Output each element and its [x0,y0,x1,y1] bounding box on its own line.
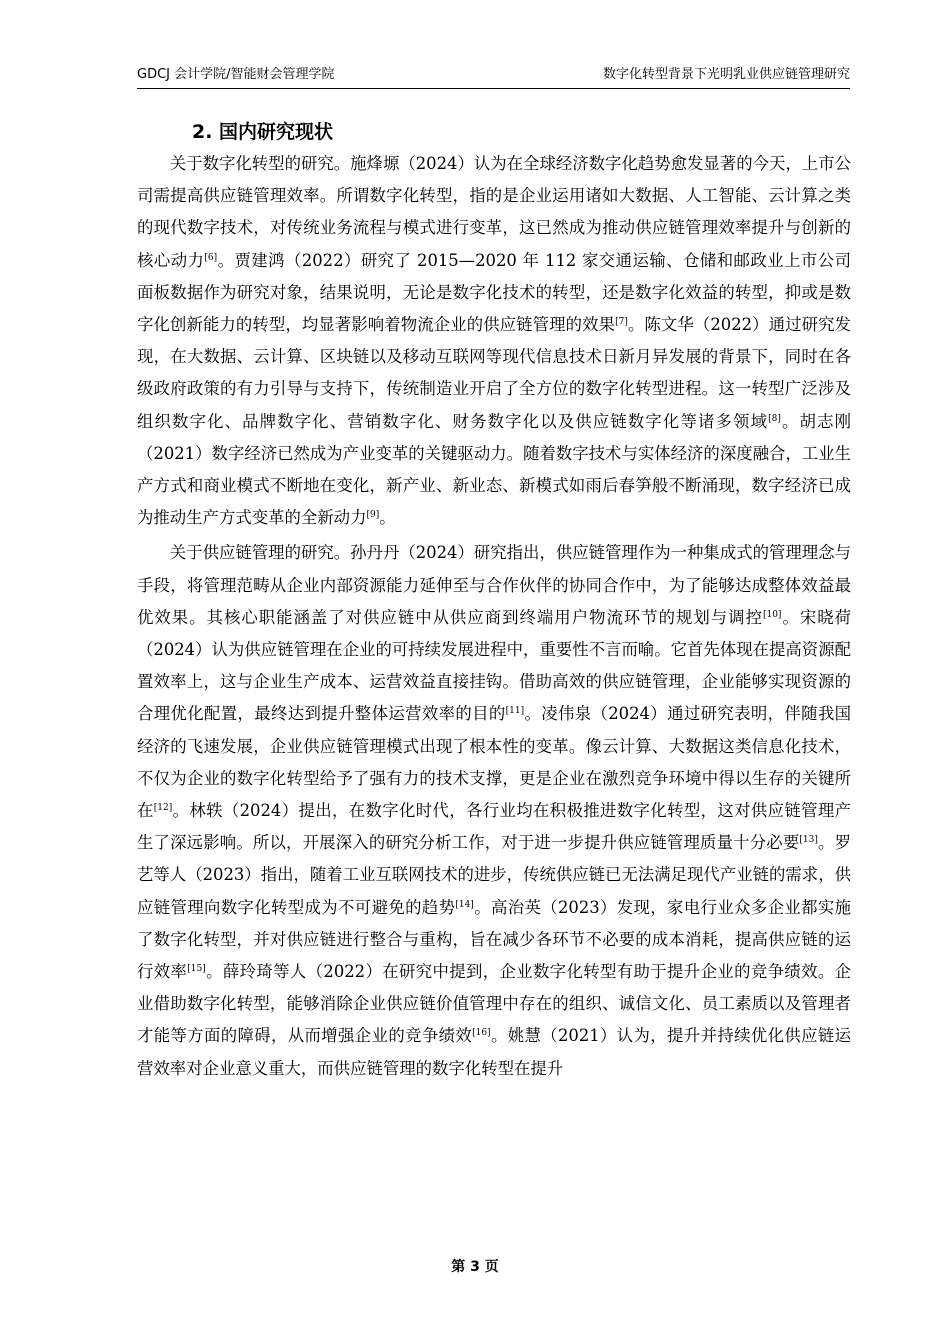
text-run: 。薛玲琦等人（2022）在研究中提到，企业数字化转型有助于提升企业的竞争绩效。企业借助数字化转型，能够消除企业供应链价值管理中存在的组织、诚信文化、员工素质以及管理者才能等方面的障碍，从而增强企业的竞争绩效 [137,962,851,1046]
text-run: 。宋晓荷（2024）认为供应链管理在企业的可持续发展进程中，重要性不言而喻。它首先体现在提高资源配置效率上，这与企业生产成本、运营效益直接挂钩。借助高效的供应链管理，企业能够实现资源的合理优化配置，最终达到提升整体运营效率的目的 [137,607,852,724]
text-run: 。胡志刚（2021）数字经济已然成为产业变革的关键驱动力。随着数字技术与实体经济的深度融合，工业生产方式和商业模式不断地在变化，新产业、新业态、新模式如雨后春笋般不断涌现，数字经济已成为推动生产方式变革的全新动力 [137,411,851,528]
text-run: 。林轶（2024）提出，在数字化时代，各行业均在积极推进数字化转型，这对供应链管理产生了深远影响。所以，开展深入的研究分析工作，对于进一步提升供应链管理质量十分必要 [137,801,852,853]
text-run: 。姚慧（2021）认为，提升并持续优化供应链运营效率对企业意义重大，而供应链管理的数字化转型在提升 [137,1026,851,1078]
citation-ref: [7] [615,317,628,328]
text-run: 关于供应链管理的研究。孙丹丹（2024）研究指出，供应链管理作为一种集成式的管理理念与手段，将管理范畴从企业内部资源能力延伸至与合作伙伴的协同合作中，为了能够达成整体效益最优效果。其核心职能涵盖了对供应链中从供应商到终端用户物流环节的规划与调控 [137,543,851,627]
citation-ref: [12] [153,803,173,814]
paragraph-supply-chain [137,537,851,1084]
citation-ref: [13] [799,835,818,846]
citation-ref: [14] [455,899,474,910]
citation-ref: [16] [472,1028,491,1039]
header-institution: GDCJ 会计学院/智能财会管理学院 [137,67,335,82]
paragraph-digital-transformation [137,148,851,534]
citation-ref: [10] [762,609,782,620]
citation-ref: [9] [366,510,380,521]
text-run: 。 [379,508,396,528]
citation-ref: [15] [187,964,206,975]
body-text [137,148,851,1088]
citation-ref: [6] [204,252,218,263]
text-run: 。高治英（2023）发现，家电行业众多企业都实施了数字化转型，并对供应链进行整合与重构，旨在减少各环节不必要的成本消耗，提高供应链的运行效率 [137,897,851,982]
citation-ref: [8] [768,413,781,424]
section-title: 2. 国内研究现状 [192,121,334,143]
text-run: 关于数字化转型的研究。施烽塬（2024）认为在全球经济数字化趋势愈发显著的今天，上市公司需提高供应链管理效率。所谓数字化转型，指的是企业运用诸如大数据、人工智能、云计算之类的现代数字技术，对传统业务流程与模式进行变革，这已然成为推动供应链管理效率提升与创新的核心动力 [137,154,851,270]
text-run: 。贾建鸿（2022）研究了 2015—2020 年 112 家交通运输、仓储和邮政业上市公司面板数据作为研究对象，结果说明，无论是数字化技术的转型，还是数字化效益的转型，抑或是数字化创新能力的转型，均显著影响着物流企业的供应链管理的效果 [137,250,852,335]
text-run: 。陈文华（2022）通过研究发现，在大数据、云计算、区块链以及移动互联网等现代信息技术日新月异发展的背景下，同时在各级政府政策的有力引导与支持下，传统制造业开启了全方位的数字化转型进程。这一转型广泛涉及组织数字化、品牌数字化、营销数字化、财务数字化以及供应链数字化等诸多领域 [137,315,851,431]
page-number: 第 3 页 [451,1259,499,1275]
page-header [137,66,850,89]
citation-ref: [11] [505,706,525,717]
text-run: 。罗艺等人（2023）指出，随着工业互联网技术的进步，传统供应链已无法满足现代产业链的需求，供应链管理向数字化转型成为不可避免的趋势 [137,833,852,917]
text-run: 。凌伟泉（2024）通过研究表明，伴随我国经济的飞速发展，企业供应链管理模式出现了根本性的变革。像云计算、大数据这类信息化技术，不仅为企业的数字化转型给予了强有力的技术支撑，更是企业在激烈竞争环境中得以生存的关键所在 [137,704,851,821]
header-thesis-title: 数字化转型背景下光明乳业供应链管理研究 [602,67,850,82]
